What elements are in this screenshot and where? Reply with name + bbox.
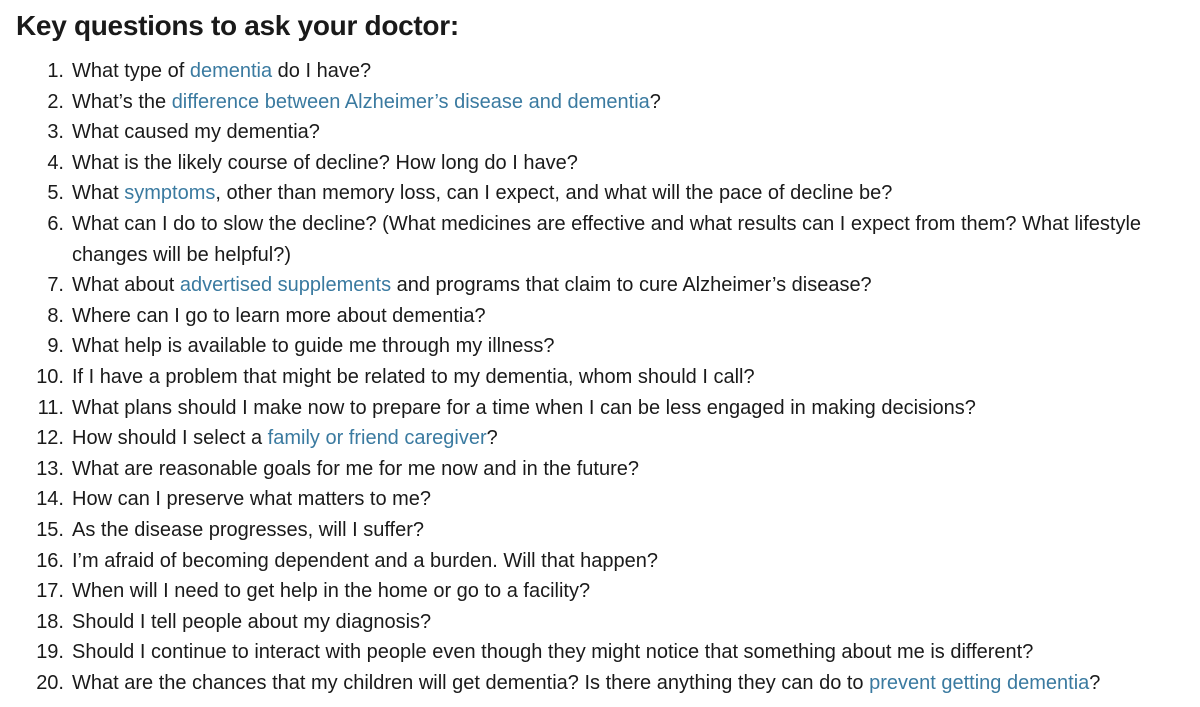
question-item — [0, 301, 1200, 332]
question-item — [0, 270, 1200, 301]
question-text — [72, 550, 658, 572]
question-text — [72, 60, 371, 82]
question-link[interactable]: difference between Alzheimer’s disease and dementia — [171, 90, 650, 113]
question-item — [0, 484, 1200, 515]
question-text — [72, 672, 1100, 694]
question-text-segment: Should I continue to interact with people even though they might notice that something about me is different? — [72, 641, 1034, 664]
question-link[interactable]: dementia — [189, 60, 273, 82]
question-item — [0, 454, 1200, 485]
question-number: 4. — [47, 151, 64, 174]
question-number: 20. — [36, 671, 64, 694]
question-text-segment: ? — [486, 427, 498, 450]
question-number: 14. — [36, 488, 64, 511]
question-text-segment: If I have a problem that might be related to my dementia, whom should I call? — [72, 365, 755, 388]
question-text — [72, 427, 498, 449]
question-number: 3. — [47, 121, 64, 144]
question-text-segment: Should I tell people about my diagnosis? — [72, 610, 432, 633]
question-text-segment: What — [72, 182, 125, 205]
question-number: 9. — [47, 335, 64, 358]
question-text — [72, 152, 578, 174]
question-item — [0, 178, 1200, 209]
question-text-segment: What can I do to slow the decline? (What medicines are effective and what results can I expect from them? What lifestyle changes will be helpful?) — [72, 212, 1142, 266]
question-number: 12. — [36, 427, 64, 450]
question-text — [72, 91, 661, 113]
question-text — [72, 488, 431, 510]
question-number: 16. — [36, 549, 64, 572]
question-text — [72, 366, 755, 388]
page-heading: Key questions to ask your doctor: — [16, 10, 459, 41]
questions-list — [0, 56, 1200, 698]
question-text-segment: What type of — [72, 60, 190, 82]
question-text — [72, 641, 1033, 663]
question-text — [72, 213, 1141, 266]
question-link[interactable]: advertised supplements — [179, 274, 392, 297]
question-link[interactable]: family or friend caregiver — [267, 427, 487, 450]
question-number: 7. — [47, 274, 64, 297]
question-item — [0, 362, 1200, 393]
question-link[interactable]: symptoms — [124, 182, 216, 205]
question-text-segment: do I have? — [272, 60, 372, 82]
question-text-segment: What plans should I make now to prepare for a time when I can be less engaged in making decisions? — [72, 396, 976, 419]
question-number: 19. — [36, 641, 64, 664]
question-text-segment: What are the chances that my children will get dementia? Is there anything they can do to — [72, 671, 870, 694]
question-text-segment: How should I select a — [72, 427, 268, 450]
question-item — [0, 515, 1200, 546]
question-text — [72, 611, 431, 633]
question-number: 11. — [37, 396, 64, 419]
question-text-segment: , other than memory loss, can I expect, and what will the pace of decline be? — [215, 182, 893, 205]
question-text-segment: What about — [72, 274, 180, 297]
question-number: 13. — [36, 457, 64, 480]
question-number: 17. — [36, 580, 64, 603]
question-text — [72, 335, 554, 357]
question-item — [0, 331, 1200, 362]
question-item — [0, 117, 1200, 148]
question-item — [0, 423, 1200, 454]
question-number: 2. — [47, 90, 64, 113]
question-number: 1. — [47, 60, 64, 82]
question-link[interactable]: prevent getting dementia — [869, 671, 1090, 694]
question-item — [0, 637, 1200, 668]
question-item — [0, 56, 1200, 87]
question-text-segment: ? — [1089, 671, 1101, 694]
question-number: 18. — [36, 610, 64, 633]
question-text-segment: I’m afraid of becoming dependent and a burden. Will that happen? — [72, 549, 658, 572]
question-number: 15. — [36, 518, 64, 541]
question-item — [0, 148, 1200, 179]
question-text-segment: How can I preserve what matters to me? — [72, 488, 432, 511]
question-text-segment: ? — [649, 90, 661, 113]
question-item — [0, 668, 1200, 699]
question-item — [0, 87, 1200, 118]
question-text-segment: Where can I go to learn more about dementia? — [72, 304, 486, 327]
question-text-segment: and programs that claim to cure Alzheimer’s disease? — [391, 274, 872, 297]
question-item — [0, 607, 1200, 638]
question-text — [72, 458, 639, 480]
question-number: 5. — [47, 182, 64, 205]
question-text-segment: What help is available to guide me through my illness? — [72, 335, 555, 358]
question-text-segment: When will I need to get help in the home or go to a facility? — [72, 580, 591, 603]
question-number: 10. — [36, 365, 64, 388]
question-text — [72, 397, 976, 419]
question-text-segment: As the disease progresses, will I suffer? — [72, 518, 425, 541]
question-text — [72, 519, 424, 541]
question-number: 8. — [47, 304, 64, 327]
question-text-segment: What’s the — [72, 90, 172, 113]
question-text — [72, 580, 590, 602]
question-text — [72, 121, 320, 143]
question-item — [0, 576, 1200, 607]
question-text — [72, 182, 892, 204]
question-item — [0, 546, 1200, 577]
question-item — [0, 393, 1200, 424]
question-item — [0, 209, 1200, 270]
question-text-segment: What is the likely course of decline? How long do I have? — [72, 151, 578, 174]
question-text-segment: What are reasonable goals for me for me now and in the future? — [72, 457, 639, 480]
question-number: 6. — [47, 212, 64, 235]
question-text — [72, 274, 872, 296]
question-text — [72, 305, 486, 327]
question-text-segment: What caused my dementia? — [72, 121, 320, 144]
